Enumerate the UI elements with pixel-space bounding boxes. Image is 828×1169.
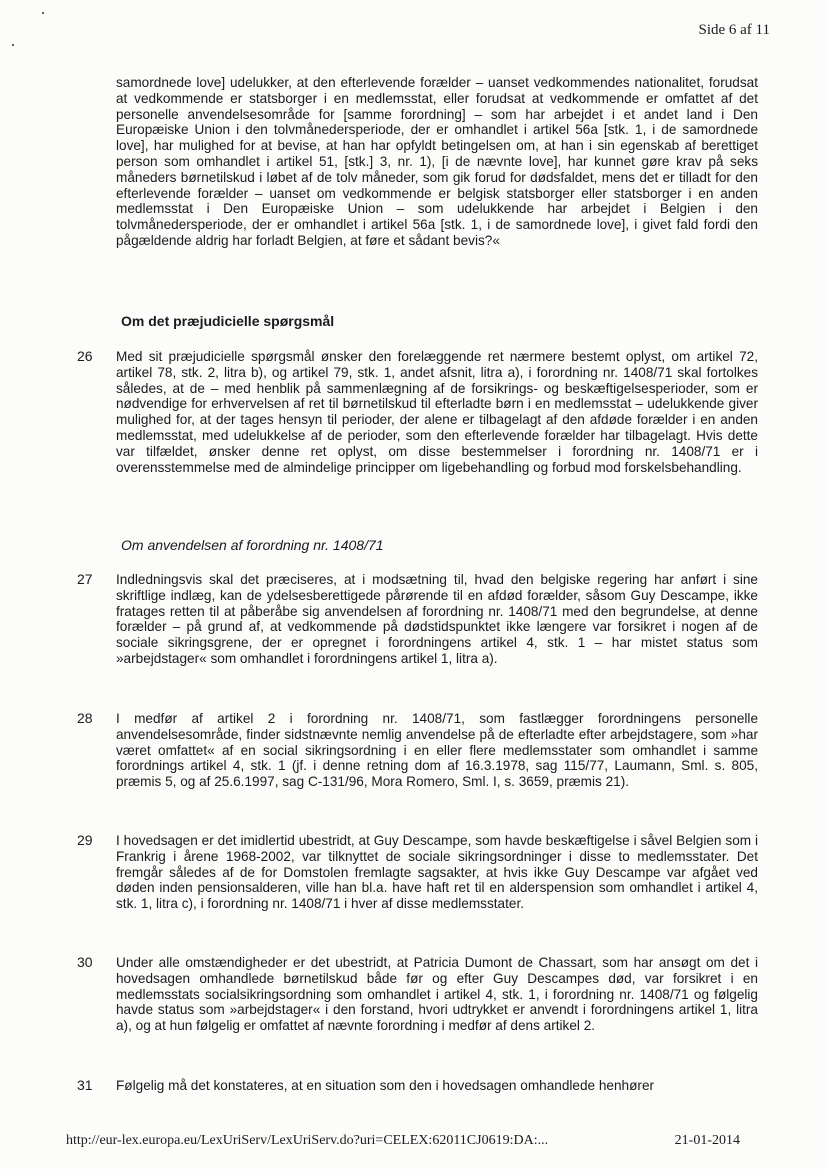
paragraph-text: Under alle omstændigheder er det ubestridt, at Patricia Dumont de Chassart, som har ansøgt om det i hovedsagen omhandlede børnetilskud både før og efter Guy Descampes død, var forsikret i en medlemsstats socialsikringsordning som omhandlet i artikel 4, stk. 1, i forordning nr. 1408/71 og følgelig havde status som »arbejdstager« i den forstand, hvori udtrykket er anvendt i forordningens artikel 1, litra a), og at hun følgelig er omfattet af nævnte forordning i medfør af dens artikel 2.	[116, 955, 758, 1034]
scan-speck	[12, 44, 14, 46]
paragraph-text: Følgelig må det konstateres, at en situation som den i hovedsagen omhandlede henhører	[116, 1078, 655, 1093]
page-number: Side 6 af 11	[698, 22, 770, 38]
paragraph-number: 27	[77, 571, 93, 587]
paragraph-text: Med sit præjudicielle spørgsmål ønsker den forelæggende ret nærmere bestemt oplyst, om artikel 72, artikel 78, stk. 2, litra b), og artikel 79, stk. 1, andet afsnit, litra a), i forordning nr. 1408/71 skal fortolkes således, at de – med henblik på sammenlægning af de forsikrings- og beskæftigelsesperioder, som er nødvendige for erhvervelsen af ret til børnetilskud til efterladte børn i en medlemsstat – udelukkende giver mulighed for, at der tages hensyn til perioder, der alene er tilbagelagt af den afdøde forælder i en anden medlemsstat, med udelukkelse af de perioder, som den efterlevende forælder har tilbagelagt. Hvis dette var tilfældet, ønsker denne ret oplyst, om disse bestemmelser i forordning nr. 1408/71 er i overensstemmelse med de almindelige principper om ligebehandling og forbud mod forskelsbehandling.	[116, 349, 758, 475]
paragraph-number: 30	[77, 954, 93, 970]
paragraph-text: Indledningsvis skal det præciseres, at i modsætning til, hvad den belgiske regering har anført i sine skriftlige indlæg, kan de ydelsesberettigede pårørende til en afdød forælder, såsom Guy Descampe, ikke fratages retten til at påberåbe sig anvendelsen af forordning nr. 1408/71 med den begrundelse, at denne forælder – på grund af, at vedkommende på dødstidspunktet ikke længere var forsikret i nogen af de sociale sikringsgrene, der er opregnet i forordningens artikel 4, stk. 1 – har mistet status som »arbejdstager« som omhandlet i forordningens artikel 1, litra a).	[116, 572, 758, 666]
footer-url: http://eur-lex.europa.eu/LexUriServ/LexUriServ.do?uri=CELEX:62011CJ0619:DA:...	[66, 1133, 549, 1148]
paragraph-number: 28	[77, 710, 93, 726]
paragraph-number: 31	[77, 1077, 93, 1093]
quote-continuation: samordnede love] udelukker, at den efterlevende forælder – uanset vedkommendes nationalitet, forudsat at vedkommende er statsborger i en medlemsstat, eller forudsat at vedkommende er omfattet af det personelle anvendelsesområde for [samme forordning] – som har arbejdet i et andet land i Den Europæiske Union i den tolvmånedersperiode, der er omhandlet i artikel 56a [stk. 1, i de samordnede love], har mulighed for at bevise, at han har opfyldt betingelsen om, at han i sin egenskab af berettiget person som omhandlet i artikel 51, [stk.] 3, nr. 1), [i de nævnte love], har kunnet gøre krav på seks måneders børnetilskud i løbet af de tolv måneder, som gik forud for dødsfaldet, mens det er tilladt for den efterlevende forælder – uanset om vedkommende er belgisk statsborger eller statsborger i en anden medlemsstat i Den Europæiske Union – som udelukkende har arbejdet i Belgien i den tolvmånedersperiode, der er omhandlet i artikel 56a [stk. 1, i de samordnede love], i givet fald fordi den pågældende aldrig har forladt Belgien, at føre et sådant bevis?«	[116, 75, 758, 248]
footer-date: 21-01-2014	[674, 1133, 740, 1148]
section-heading: Om det præjudicielle spørgsmål	[121, 313, 335, 329]
paragraph-number: 26	[77, 348, 93, 364]
paragraph-text: I medfør af artikel 2 i forordning nr. 1408/71, som fastlægger forordningens personelle anvendelsesområde, finder sidstnævnte nemlig anvendelse på de efterladte efter arbejdstagere, som »har været omfattet« af en social sikringsordning i en eller flere medlemsstater som omhandlet i samme forordnings artikel 4, stk. 1 (jf. i denne retning dom af 16.3.1978, sag 115/77, Laumann, Sml. s. 805, præmis 5, og af 25.6.1997, sag C-131/96, Mora Romero, Sml. I, s. 3659, præmis 21).	[116, 711, 758, 790]
subsection-heading: Om anvendelsen af forordning nr. 1408/71	[121, 537, 384, 553]
paragraph-number: 29	[77, 832, 93, 848]
paragraph-text: I hovedsagen er det imidlertid ubestridt, at Guy Descampe, som havde beskæftigelse i såvel Belgien som i Frankrig i årene 1968-2002, var tilknyttet de sociale sikringsordninger i disse to medlemsstater. Det fremgår således af de for Domstolen fremlagte sagsakter, at hvis ikke Guy Descampe var afgået ved døden inden pensionsalderen, ville han bl.a. have haft ret til en alderspension som omhandlet i artikel 4, stk. 1, litra c), i forordning nr. 1408/71 i hver af disse medlemsstater.	[116, 833, 758, 912]
scan-speck	[42, 12, 44, 14]
